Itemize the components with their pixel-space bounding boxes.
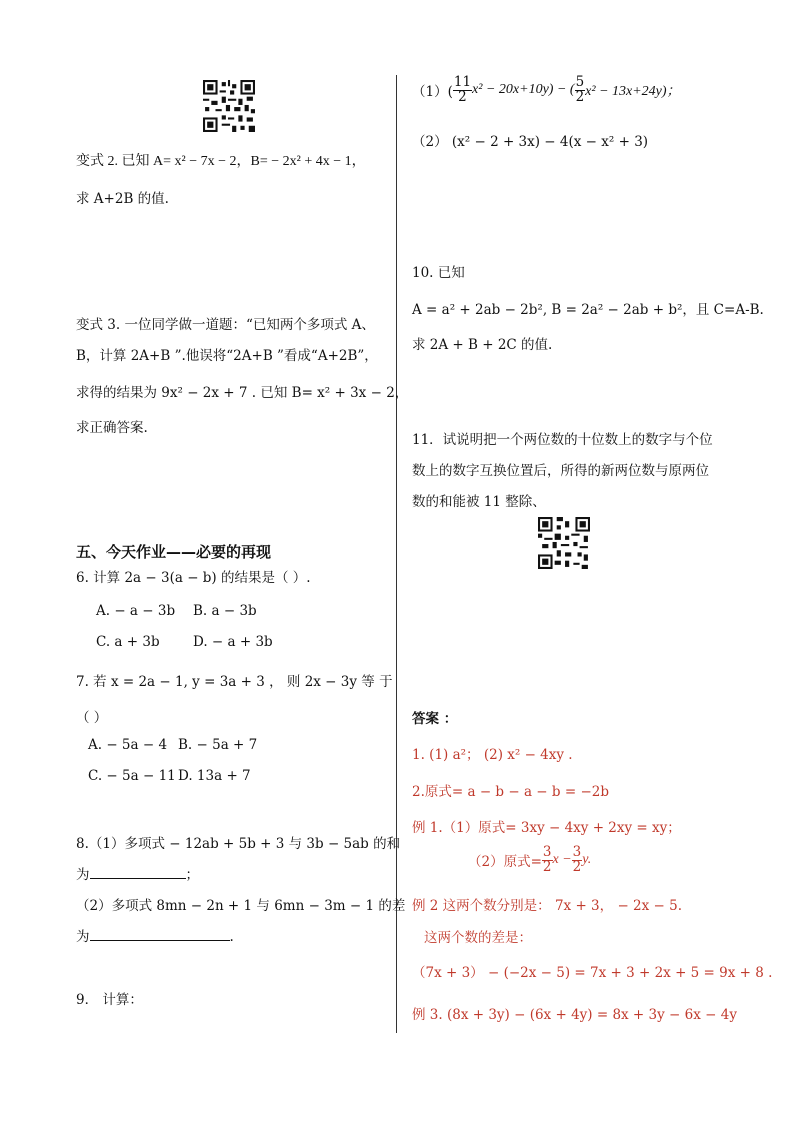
example-1-part-1: 例 1.（1）原式= 3xy − 4xy + 2xy = xy；	[412, 820, 681, 836]
variant-2-line1: 变式 2. 已知 A= x² − 7x − 2，B= − 2x² + 4x − 1，	[76, 154, 366, 169]
answer-blank[interactable]	[90, 926, 230, 941]
variant-3-line2: B，计算 2A+B ”.他误将“2A+B ”看成“A+2B”，	[76, 348, 378, 364]
question-8-line4: 为 .	[76, 925, 234, 945]
question-9-part-2: （2） (x² − 2 + 3x) − 4(x − x² + 3)	[412, 134, 649, 150]
q7-option-b: B. − 5a + 7	[178, 737, 258, 753]
variant-2-line2: 求 A+2B 的值.	[76, 191, 169, 207]
q6-option-b: B. a − 3b	[193, 603, 257, 619]
q6-option-a: A. − a − 3b	[96, 603, 176, 619]
qr-code-image	[538, 517, 590, 569]
question-8-line3: （2）多项式 8mn − 2n + 1 与 6mn − 3m − 1 的差	[76, 898, 406, 914]
question-11-line2: 数上的数字互换位置后，所得的新两位数与原两位	[412, 463, 709, 479]
q7-option-d: D. 13a + 7	[178, 768, 251, 784]
example-2-line3: （7x + 3） − (−2x − 5) = 7x + 3 + 2x + 5 = 9x + 8 .	[412, 965, 773, 981]
question-11-line1: 11．试说明把一个两位数的十位数上的数字与个位	[412, 432, 713, 448]
variant-3-line3: 求得的结果为 9x² − 2x + 7 . 已知 B= x² + 3x − 2，	[76, 385, 409, 401]
question-6: 6. 计算 2a − 3(a − b) 的结果是（ ）.	[76, 570, 311, 586]
question-8-line2: 为 ；	[76, 863, 199, 883]
question-11-line3: 数的和能被 11 整除、	[412, 494, 546, 510]
example-2-line2: 这两个数的差是：	[424, 930, 532, 946]
q7-option-c: C. − 5a − 11	[88, 768, 176, 784]
q6-option-d: D. − a + 3b	[193, 634, 273, 650]
answer-1: 1. (1) a²； (2) x² − 4xy .	[412, 747, 573, 763]
question-9-part-1: （1）( $\frac{11}{2}$ x² − 20x+10y) − ( $\frac{5}{2}$ x² − 13x+24y)；	[412, 74, 681, 105]
column-divider	[396, 75, 397, 1033]
answer-2: 2.原式= a − b − a − b = −2b	[412, 784, 609, 800]
variant-3-line4: 求正确答案.	[76, 420, 148, 436]
answer-blank[interactable]	[90, 864, 186, 879]
question-10-line3: 求 2A + B + 2C 的值.	[412, 337, 553, 353]
question-7-line1: 7. 若 x = 2a − 1, y = 3a + 3 ， 则 2x − 3y 等 于	[76, 674, 393, 690]
variant-3-line1: 变式 3. 一位同学做一道题：“已知两个多项式 A、	[76, 317, 375, 333]
question-7-line2: （ ）	[76, 710, 108, 726]
answers-title: 答案 ：	[412, 711, 458, 727]
question-10-line2: A = a² + 2ab − 2b², B = 2a² − 2ab + b²，且 C=A-B.	[412, 302, 764, 318]
qr-code-image	[203, 80, 255, 132]
example-1-part-2: （2）原式= $\frac{3}{2}$ x − $\frac{3}{2}$ y.	[468, 844, 592, 875]
question-9: 9． 计算：	[76, 992, 143, 1008]
q7-option-a: A. − 5a − 4	[88, 737, 168, 753]
q6-option-c: C. a + 3b	[96, 634, 160, 650]
question-8-line1: 8.（1）多项式 − 12ab + 5b + 3 与 3b − 5ab 的和	[76, 836, 401, 852]
example-3: 例 3. (8x + 3y) − (6x + 4y) = 8x + 3y − 6x − 4y	[412, 1007, 737, 1023]
example-2-line1: 例 2 这两个数分别是： 7x + 3， − 2x − 5.	[412, 898, 683, 914]
section-title: 五、今天作业——必要的再现	[76, 543, 272, 561]
question-10-line1: 10. 已知	[412, 265, 465, 281]
